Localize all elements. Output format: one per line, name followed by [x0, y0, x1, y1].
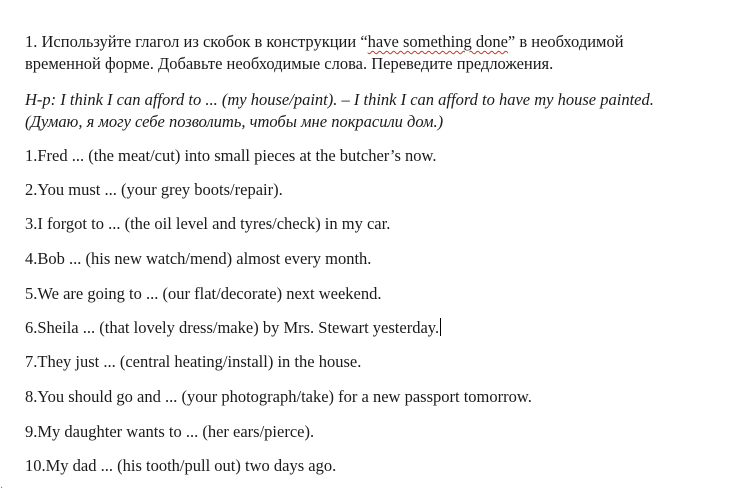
sentence-6[interactable]: [25, 318, 441, 338]
sentence-4: 4.Bob ... (his new watch/mend) almost every month.: [25, 249, 372, 268]
sentence-1: 1.Fred ... (the meat/cut) into small pieces at the butcher’s now.: [25, 146, 437, 165]
sentence-5: 5.We are going to ... (our flat/decorate) next weekend.: [25, 284, 382, 303]
sentence-10: 10.My dad ... (his tooth/pull out) two days ago.: [25, 456, 337, 475]
sentence-7: 7.They just ... (central heating/install) in the house.: [25, 352, 362, 371]
sentence-8: 8.You should go and ... (your photograph/take) for a new passport tomorrow.: [25, 387, 532, 406]
text-cursor: [440, 318, 441, 336]
sentence-6-text: 6.Sheila ... (that lovely dress/make) by Mrs. Stewart yesterday.: [25, 318, 440, 337]
spellcheck-underlined-phrase: have something done: [367, 32, 508, 51]
instruction-line-1: [25, 32, 624, 52]
sentence-9: 9.My daughter wants to ... (her ears/pierce).: [25, 422, 315, 441]
example-line-2: (Думаю, я могу себе позволить, чтобы мне покрасили дом.): [25, 112, 444, 131]
instruction-text-start: 1. Используйте глагол из скобок в конструкции “: [25, 32, 368, 51]
page-corner-mark: ‧: [0, 483, 4, 494]
example-line-1: Н-р: I think I can afford to ... (my house/paint). – I think I can afford to have my house painted.: [25, 90, 654, 109]
instruction-line-2: временной форме. Добавьте необходимые слова. Переведите предложения.: [25, 54, 554, 73]
sentence-3: 3.I forgot to ... (the oil level and tyres/check) in my car.: [25, 214, 391, 233]
instruction-text-end: ” в необходимой: [507, 32, 624, 51]
sentence-2: 2.You must ... (your grey boots/repair).: [25, 180, 283, 199]
